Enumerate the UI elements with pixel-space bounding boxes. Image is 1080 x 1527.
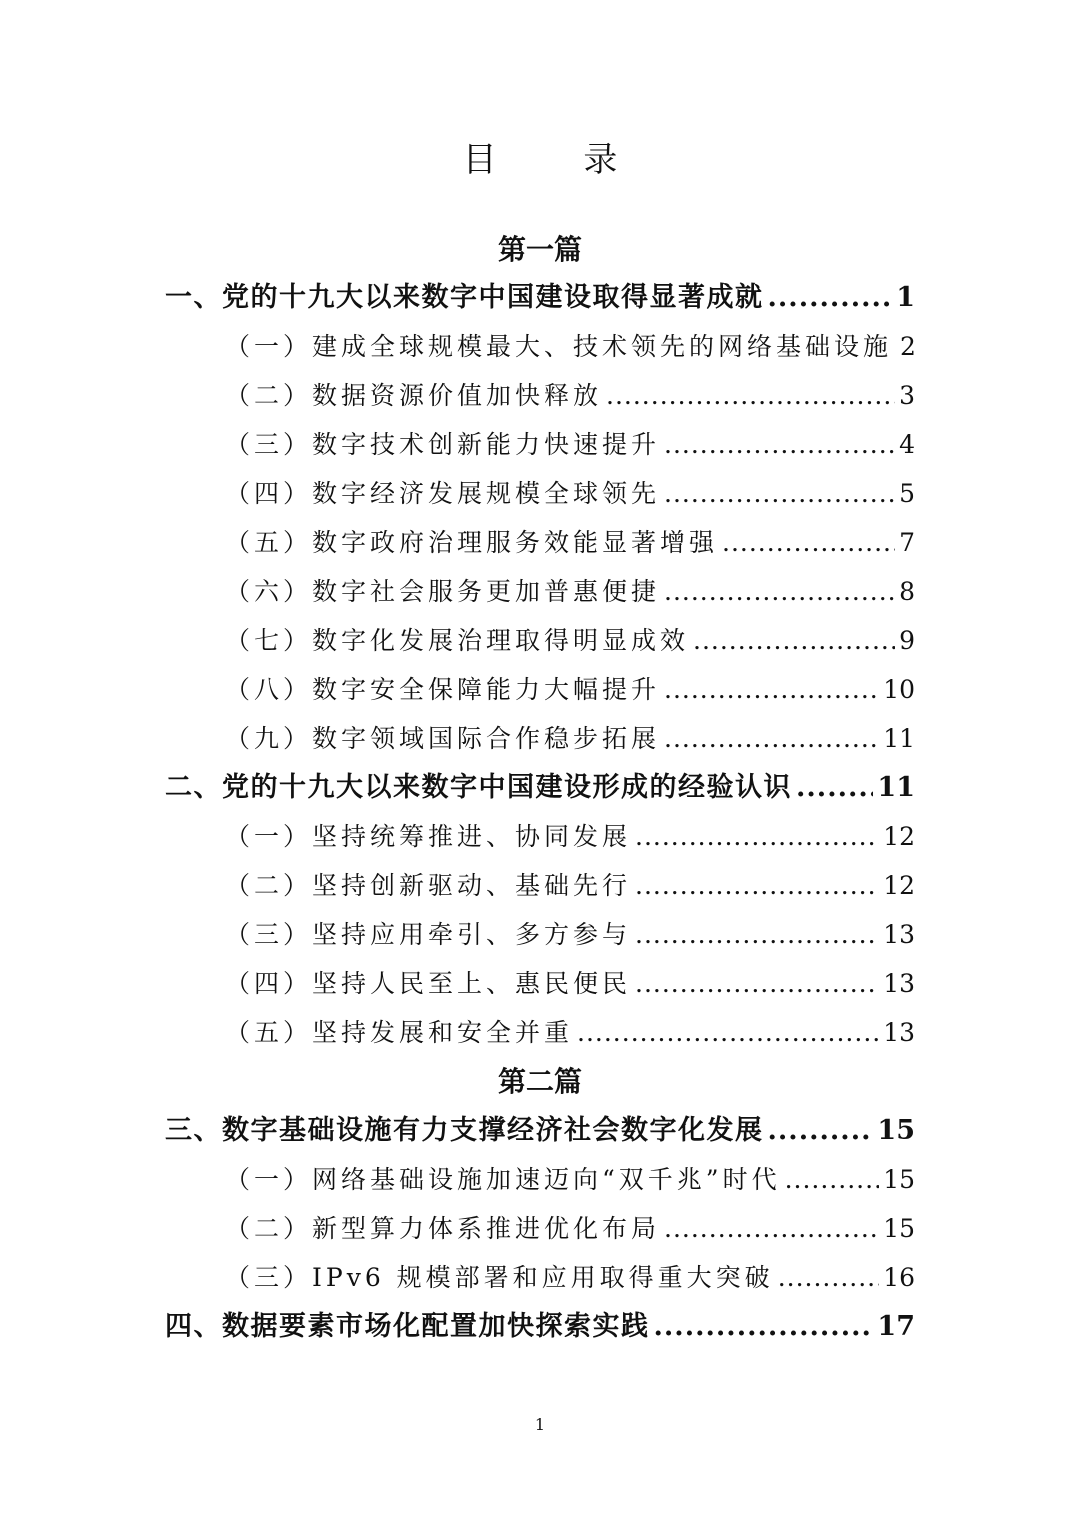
toc-entry-title: （三）数字技术创新能力快速提升 [225,430,661,459]
toc-leader-dots [693,621,895,661]
toc-leader-dots [635,817,879,857]
toc-page-number: 12 [883,822,915,851]
toc-entry[interactable] [0,572,1080,612]
footer-page-number: 1 [534,1415,546,1434]
toc-entry[interactable] [0,1013,1080,1053]
toc-entry-title: （一）建成全球规模最大、技术领先的网络基础设施 [225,332,893,361]
toc-entry-title: （八）数字安全保障能力大幅提升 [225,675,661,704]
toc-page-number: 9 [899,626,915,655]
toc-leader-dots [664,425,895,465]
toc-leader-dots [635,915,879,955]
toc-entry-title: 二、党的十九大以来数字中国建设形成的经验认识 [165,772,792,803]
toc-page-number: 11 [877,772,915,803]
toc-entry[interactable] [0,621,1080,661]
toc-entry-title: （五）坚持发展和安全并重 [225,1018,574,1047]
toc-leader-dots [664,1209,879,1249]
toc-leader-dots [664,670,879,710]
toc-leader-dots [635,964,879,1004]
toc-entry[interactable] [0,376,1080,416]
toc-entry[interactable] [0,327,1080,367]
toc-entry[interactable] [0,915,1080,955]
toc-entry-title: （四）坚持人民至上、惠民便民 [225,969,632,998]
toc-page-number: 15 [883,1214,915,1243]
toc-page-number: 4 [899,430,915,459]
toc-entry-title: （一）网络基础设施加速迈向“双千兆”时代 [225,1165,781,1194]
toc-page-number: 17 [877,1311,915,1342]
toc-leader-dots [785,1160,880,1200]
toc-page-number: 13 [883,920,915,949]
toc-entry-title: 三、数字基础设施有力支撑经济社会数字化发展 [165,1115,764,1146]
toc-page-number: 15 [883,1165,915,1194]
toc-page-number: 2 [900,332,916,361]
toc-entry-title: （九）数字领域国际合作稳步拓展 [225,724,661,753]
toc-entry-title: （二）坚持创新驱动、基础先行 [225,871,632,900]
toc-leader-dots [664,719,879,759]
toc-leader-dots [664,572,895,612]
toc-leader-dots [635,866,879,906]
toc-entry[interactable] [0,474,1080,514]
toc-entry-title: （一）坚持统筹推进、协同发展 [225,822,632,851]
page-title: 目 录 [462,140,656,180]
toc-page-number: 3 [899,381,915,410]
toc-entry[interactable] [0,768,1080,808]
toc-page-number: 16 [883,1263,915,1292]
toc-page-number: 7 [899,528,915,557]
toc-entry-title: （三）坚持应用牵引、多方参与 [225,920,632,949]
toc-leader-dots [654,1307,874,1347]
part-title-1: 第一篇 [497,233,582,266]
toc-page-number: 1 [896,282,915,313]
toc-entry-title: （三）IPv6 规模部署和应用取得重大突破 [225,1263,774,1292]
toc-page-number: 5 [899,479,915,508]
toc-page-number: 15 [877,1115,915,1146]
toc-entry[interactable] [0,1307,1080,1347]
toc-entry[interactable] [0,523,1080,563]
toc-leader-dots [577,1013,879,1053]
toc-page-number: 8 [899,577,915,606]
toc-entry[interactable] [0,1258,1080,1298]
toc-page-number: 11 [883,724,915,753]
toc-entry[interactable] [0,425,1080,465]
toc-page-number: 10 [883,675,915,704]
toc-entry[interactable] [0,670,1080,710]
toc-entry-title: （四）数字经济发展规模全球领先 [225,479,661,508]
toc-entry[interactable] [0,817,1080,857]
toc-entry[interactable] [0,964,1080,1004]
toc-entry[interactable] [0,278,1080,318]
toc-entry[interactable] [0,1111,1080,1151]
toc-leader-dots [796,768,873,808]
toc-entry-title: （七）数字化发展治理取得明显成效 [225,626,690,655]
toc-leader-dots [664,474,895,514]
toc-entry-title: 一、党的十九大以来数字中国建设取得显著成就 [165,282,764,313]
toc-entry-title: （二）数据资源价值加快释放 [225,381,603,410]
toc-entry-title: （六）数字社会服务更加普惠便捷 [225,577,661,606]
toc-leader-dots [768,278,893,318]
toc-entry-title: （五）数字政府治理服务效能显著增强 [225,528,719,557]
toc-entry[interactable] [0,719,1080,759]
toc-entry[interactable] [0,1209,1080,1249]
part-title-2: 第二篇 [497,1065,582,1098]
toc-page-number: 13 [883,1018,915,1047]
toc-page-number: 12 [883,871,915,900]
toc-entry[interactable] [0,866,1080,906]
toc-entry-title: 四、数据要素市场化配置加快探索实践 [165,1311,650,1342]
toc-entry[interactable] [0,1160,1080,1200]
toc-leader-dots [606,376,895,416]
toc-leader-dots [778,1258,880,1298]
toc-leader-dots [768,1111,874,1151]
toc-leader-dots [722,523,895,563]
toc-entry-title: （二）新型算力体系推进优化布局 [225,1214,661,1243]
toc-page-number: 13 [883,969,915,998]
